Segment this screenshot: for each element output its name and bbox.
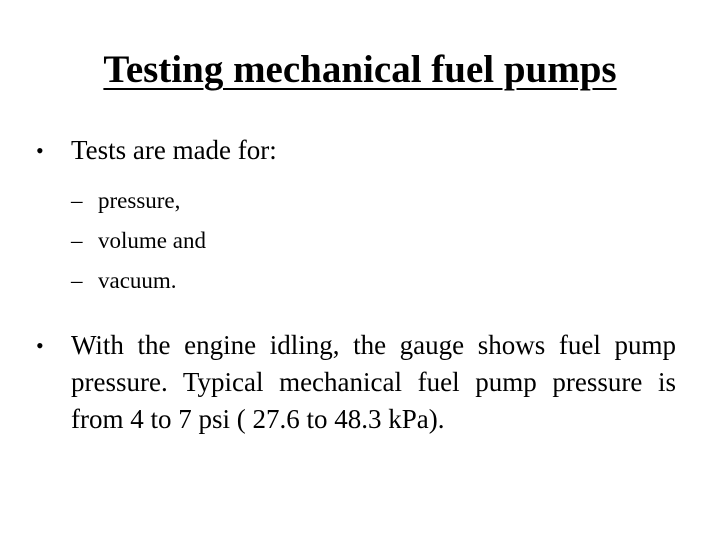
slide-body (36, 132, 676, 438)
sub-item-vacuum (71, 261, 676, 301)
bullet-text: Tests are made for: (71, 135, 277, 165)
sub-item-text: vacuum. (98, 268, 177, 293)
dash-marker: – (71, 268, 83, 293)
sub-item-text: pressure, (98, 188, 181, 213)
bullet-text: With the engine idling, the gauge shows fuel pump pressure. Typical mechanical fuel pump pressure is from 4 to 7 psi ( 27.6 to 48.3 kPa). (71, 330, 676, 434)
dash-marker: – (71, 228, 83, 253)
bullet-marker: • (36, 333, 44, 358)
sub-item-volume (71, 221, 676, 261)
bullet-item (36, 327, 676, 438)
sub-item-text: volume and (98, 228, 206, 253)
sub-item-pressure (71, 181, 676, 221)
dash-marker: – (71, 188, 83, 213)
slide-title: Testing mechanical fuel pumps (103, 48, 617, 91)
sub-list (36, 181, 676, 301)
bullet-marker: • (36, 138, 44, 163)
bullet-item (36, 132, 676, 169)
